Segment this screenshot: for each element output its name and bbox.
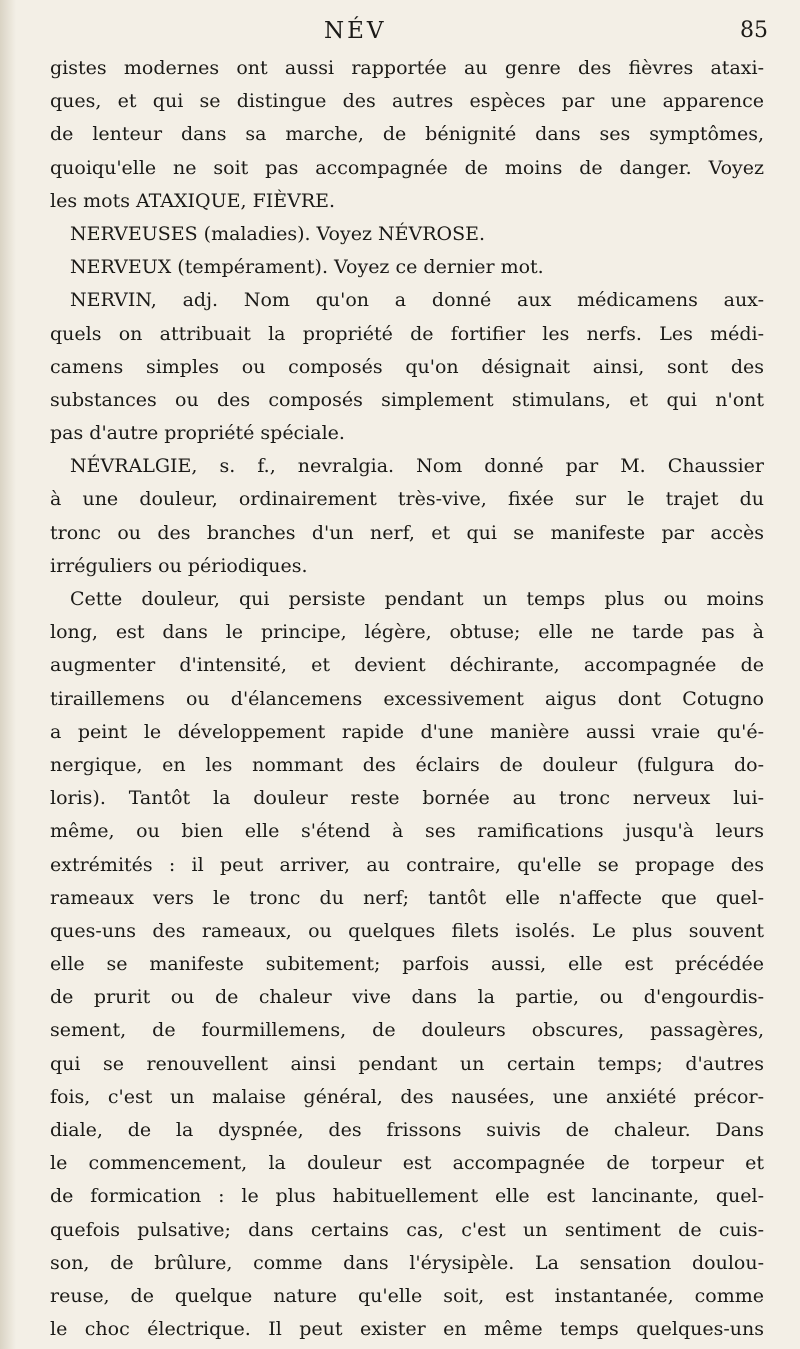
text-line: reuse, de quelque nature qu'elle soit, est instantanée, comme xyxy=(50,1284,764,1307)
text-line: pas d'autre propriété spéciale. xyxy=(50,422,345,445)
text-line: elle se manifeste subitement; parfois aussi, elle est précédée xyxy=(50,953,764,976)
text-line: ques, et qui se distingue des autres espèces par une apparence xyxy=(50,90,764,113)
text-line: ques-uns des rameaux, ou quelques filets isolés. Le plus souvent xyxy=(50,919,764,942)
text-line: quefois pulsative; dans certains cas, c'est un sentiment de cuis- xyxy=(50,1218,764,1241)
text-line: Cette douleur, qui persiste pendant un temps plus ou moins xyxy=(70,588,764,610)
text-line: qui se renouvellent ainsi pendant un certain temps; d'autres xyxy=(50,1052,764,1075)
body-text xyxy=(50,52,764,1346)
text-line: même, ou bien elle s'étend à ses ramifications jusqu'à leurs xyxy=(50,820,764,843)
text-line: diale, de la dyspnée, des frissons suivis de chaleur. Dans xyxy=(50,1119,764,1141)
text-line: le commencement, la douleur est accompagnée de torpeur et xyxy=(50,1152,764,1175)
page-number: 85 xyxy=(740,18,768,43)
page-edge-shadow xyxy=(0,0,16,1349)
text-line: tronc ou des branches d'un nerf, et qui se manifeste par accès xyxy=(50,521,764,544)
text-line: gistes modernes ont aussi rapportée au genre des fièvres ataxi- xyxy=(50,57,764,79)
text-line: son, de brûlure, comme dans l'érysipèle. La sensation doulou- xyxy=(50,1251,764,1274)
text-line: long, est dans le principe, légère, obtuse; elle ne tarde pas à xyxy=(50,621,764,644)
text-line: de lenteur dans sa marche, de bénignité dans ses symptômes, xyxy=(50,123,764,146)
text-line: substances ou des composés simplement stimulans, et qui n'ont xyxy=(50,388,764,411)
text-line: rameaux vers le tronc du nerf; tantôt elle n'affecte que quel- xyxy=(50,886,764,909)
text-line: NÉVRALGIE, s. f., nevralgia. Nom donné par M. Chaussier xyxy=(70,455,764,478)
text-line: loris). Tantôt la douleur reste bornée au tronc nerveux lui- xyxy=(50,787,764,810)
text-line: quels on attribuait la propriété de fortifier les nerfs. Les médi- xyxy=(50,322,764,345)
running-title: NÉV xyxy=(324,18,387,44)
text-line: de prurit ou de chaleur vive dans la partie, ou d'engourdis- xyxy=(50,986,764,1009)
text-line: tiraillemens ou d'élancemens excessivement aigus dont Cotugno xyxy=(50,687,764,710)
text-line: irréguliers ou périodiques. xyxy=(50,554,308,577)
text-line: les mots ATAXIQUE, FIÈVRE. xyxy=(50,189,336,212)
text-line: quoiqu'elle ne soit pas accompagnée de moins de danger. Voyez xyxy=(50,156,764,179)
text-line: NERVEUSES (maladies). Voyez NÉVROSE. xyxy=(70,222,486,245)
running-header xyxy=(0,18,800,50)
text-line: le choc électrique. Il peut exister en même temps quelques-uns xyxy=(50,1318,764,1341)
text-line: augmenter d'intensité, et devient déchirante, accompagnée de xyxy=(50,654,764,677)
text-line: fois, c'est un malaise général, des nausées, une anxiété précor- xyxy=(50,1085,764,1108)
text-line: NERVIN, adj. Nom qu'on a donné aux médicamens aux- xyxy=(70,289,764,312)
text-line: NERVEUX (tempérament). Voyez ce dernier mot. xyxy=(70,256,544,279)
text-line: nergique, en les nommant des éclairs de douleur (fulgura do- xyxy=(50,753,764,776)
text-line: camens simples ou composés qu'on désignait ainsi, sont des xyxy=(50,355,764,378)
text-line: extrémités : il peut arriver, au contraire, qu'elle se propage des xyxy=(50,853,764,876)
text-line: de formication : le plus habituellement elle est lancinante, quel- xyxy=(50,1185,764,1208)
text-line: sement, de fourmillemens, de douleurs obscures, passagères, xyxy=(50,1019,764,1042)
text-line: à une douleur, ordinairement très-vive, fixée sur le trajet du xyxy=(50,488,764,511)
text-line: a peint le développement rapide d'une manière aussi vraie qu'é- xyxy=(50,720,764,743)
